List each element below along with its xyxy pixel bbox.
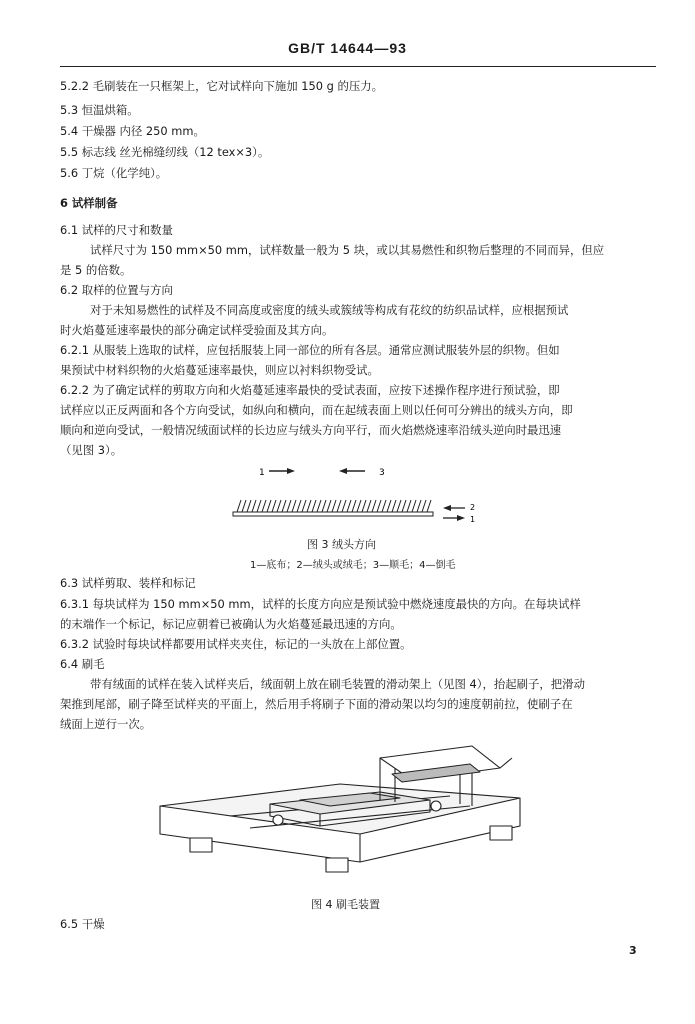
clause-5-5: 5.5 标志线 丝光棉缝纫线（12 tex×3）。 [60,145,270,159]
clause-6-2-text-line2: 时火焰蔓延速率最快的部分确定试样受验面及其方向。 [60,323,334,337]
fig4-foot-front [326,858,348,872]
clause-5-2-2: 5.2.2 毛刷装在一只框架上，它对试样向下施加 150 g 的压力。 [60,79,384,93]
fig3-label-2-right: 2 [470,503,476,512]
clause-6-4-text-line1: 带有绒面的试样在装入试样夹后，绒面朝上放在刷毛装置的滑动架上（见图 4），抬起刷子，把滑动 [90,677,585,691]
fig3-pile-stroke [352,500,356,512]
figure-3-caption: 图 3 绒头方向 [307,538,376,551]
fig3-label-1-right: 1 [470,515,476,524]
figure-3-pile-direction [225,462,485,532]
clause-6-2-2-line1: 6.2.2 为了确定试样的剪取方向和火焰蔓延速率最快的受试表面，应按下述操作程序进行预试验，即 [60,383,560,397]
clause-6-2-1-line1: 6.2.1 从服装上选取的试样，应包括服装上同一部位的所有各层。通常应测试服装外层的织物。但如 [60,343,560,357]
fig3-pile-stroke [332,500,336,512]
clause-6-3-1-line1: 6.3.1 每块试样为 150 mm×50 mm，试样的长度方向应是预试验中燃烧速度最快的方向。在每块试样 [60,597,581,611]
clause-6-2-2-line4: （见图 3）。 [60,443,123,457]
fig3-pile-stroke [312,500,316,512]
clause-6-3-heading: 6.3 试样剪取、装样和标记 [60,576,196,590]
fig3-pile-stroke [327,500,331,512]
fig3-pile-stroke [297,500,301,512]
clause-6-3-2: 6.3.2 试验时每块试样都要用试样夹夹住，标记的一头放在上部位置。 [60,637,412,651]
fig3-pile-stroke [402,500,406,512]
fig3-arrow-left-head [339,468,347,474]
fig3-pile-stroke [397,500,401,512]
clause-5-4: 5.4 干燥器 内径 250 mm。 [60,124,205,138]
clause-6-3-1-line2: 的末端作一个标记，标记应朝着已被确认为火焰蔓延最迅速的方向。 [60,617,402,631]
fig3-arrow-1-head [457,515,465,521]
clause-6-4-text-line2: 架推到尾部，刷子降至试样夹的平面上，然后用手将刷子下面的滑动架以均匀的速度朝前拉，使刷子在 [60,697,573,711]
standard-number-header: GB/T 14644—93 [288,40,407,56]
clause-6-2-heading: 6.2 取样的位置与方向 [60,283,173,297]
clause-5-3: 5.3 恒温烘箱。 [60,103,139,117]
clause-6-4-heading: 6.4 刷毛 [60,657,105,671]
fig3-pile-stroke [367,500,371,512]
clause-6-5-heading: 6.5 干燥 [60,917,105,931]
clause-6-1-text-line1: 试样尺寸为 150 mm×50 mm，试样数量一般为 5 块，或以其易燃性和织物后整理的不同而异，但应 [90,243,605,257]
clause-6-4-text-line3: 绒面上逆行一次。 [60,717,152,731]
fig3-pile-stroke [262,500,266,512]
clause-6-2-1-line2: 果预试中材料织物的火焰蔓延速率最快，则应以衬料织物受试。 [60,363,379,377]
fig3-label-3-top: 3 [379,468,385,478]
fig3-pile-stroke [252,500,256,512]
fig3-pile-stroke [277,500,281,512]
fig3-pile-stroke [407,500,411,512]
fig3-pile-stroke [302,500,306,512]
fig3-pile-stroke [272,500,276,512]
clause-6-1-heading: 6.1 试样的尺寸和数量 [60,223,173,237]
fig3-pile-stroke [392,500,396,512]
fig3-pile-stroke [422,500,426,512]
fig3-pile-stroke [287,500,291,512]
fig3-pile-stroke [257,500,261,512]
clause-6-2-2-line3: 顺向和逆向受试，一般情况绒面试样的长边应与绒头方向平行，而火焰燃烧速率沿绒头逆向时最迅速 [60,423,562,437]
fig3-pile-stroke [292,500,296,512]
fig3-pile-stroke [242,500,246,512]
figure-3-legend: 1—底布；2—绒头或绒毛；3—顺毛；4—倒毛 [250,560,456,571]
fig4-roller-right [431,801,441,811]
fig3-pile-stroke [247,500,251,512]
fig4-foot-right [490,826,512,840]
fig3-pile-stroke [427,500,431,512]
fig3-label-1-top: 1 [259,468,265,478]
fig3-pile-stroke [317,500,321,512]
fig3-pile-stroke [357,500,361,512]
fig3-pile-stroke [347,500,351,512]
fig4-handle [500,758,512,768]
fig3-pile-stroke [377,500,381,512]
section-6-heading: 6 试样制备 [60,196,118,210]
fig3-pile-hatching [237,500,431,512]
clause-6-2-text-line1: 对于未知易燃性的试样及不同高度或密度的绒头或簇绒等构成有花纹的纺织品试样，应根据预试 [90,303,569,317]
fig3-pile-stroke [342,500,346,512]
fig3-pile-stroke [382,500,386,512]
fig3-pile-stroke [282,500,286,512]
fig4-roller-left [273,815,283,825]
fig3-pile-stroke [322,500,326,512]
fig3-pile-stroke [237,500,241,512]
fig3-pile-stroke [362,500,366,512]
fig3-pile-stroke [337,500,341,512]
figure-4-brushing-apparatus [150,738,530,890]
fig3-pile-stroke [387,500,391,512]
clause-5-6: 5.6 丁烷（化学纯）。 [60,166,168,180]
page-number: 3 [629,944,637,957]
fig3-arrow-right-head [287,468,295,474]
fig3-arrow-2-head [443,505,451,511]
fig4-foot-left [190,838,212,852]
fig3-pile-stroke [372,500,376,512]
figure-4-caption: 图 4 刷毛装置 [311,898,380,911]
fig3-pile-stroke [412,500,416,512]
header-rule [60,66,656,67]
clause-6-1-text-line2: 是 5 的倍数。 [60,263,132,277]
fig3-base-fabric [233,512,433,516]
fig3-pile-stroke [267,500,271,512]
clause-6-2-2-line2: 试样应以正反两面和各个方向受试，如纵向和横向，而在起绒表面上则以任何可分辨出的绒头方向，即 [60,403,573,417]
fig3-pile-stroke [307,500,311,512]
fig3-pile-stroke [417,500,421,512]
